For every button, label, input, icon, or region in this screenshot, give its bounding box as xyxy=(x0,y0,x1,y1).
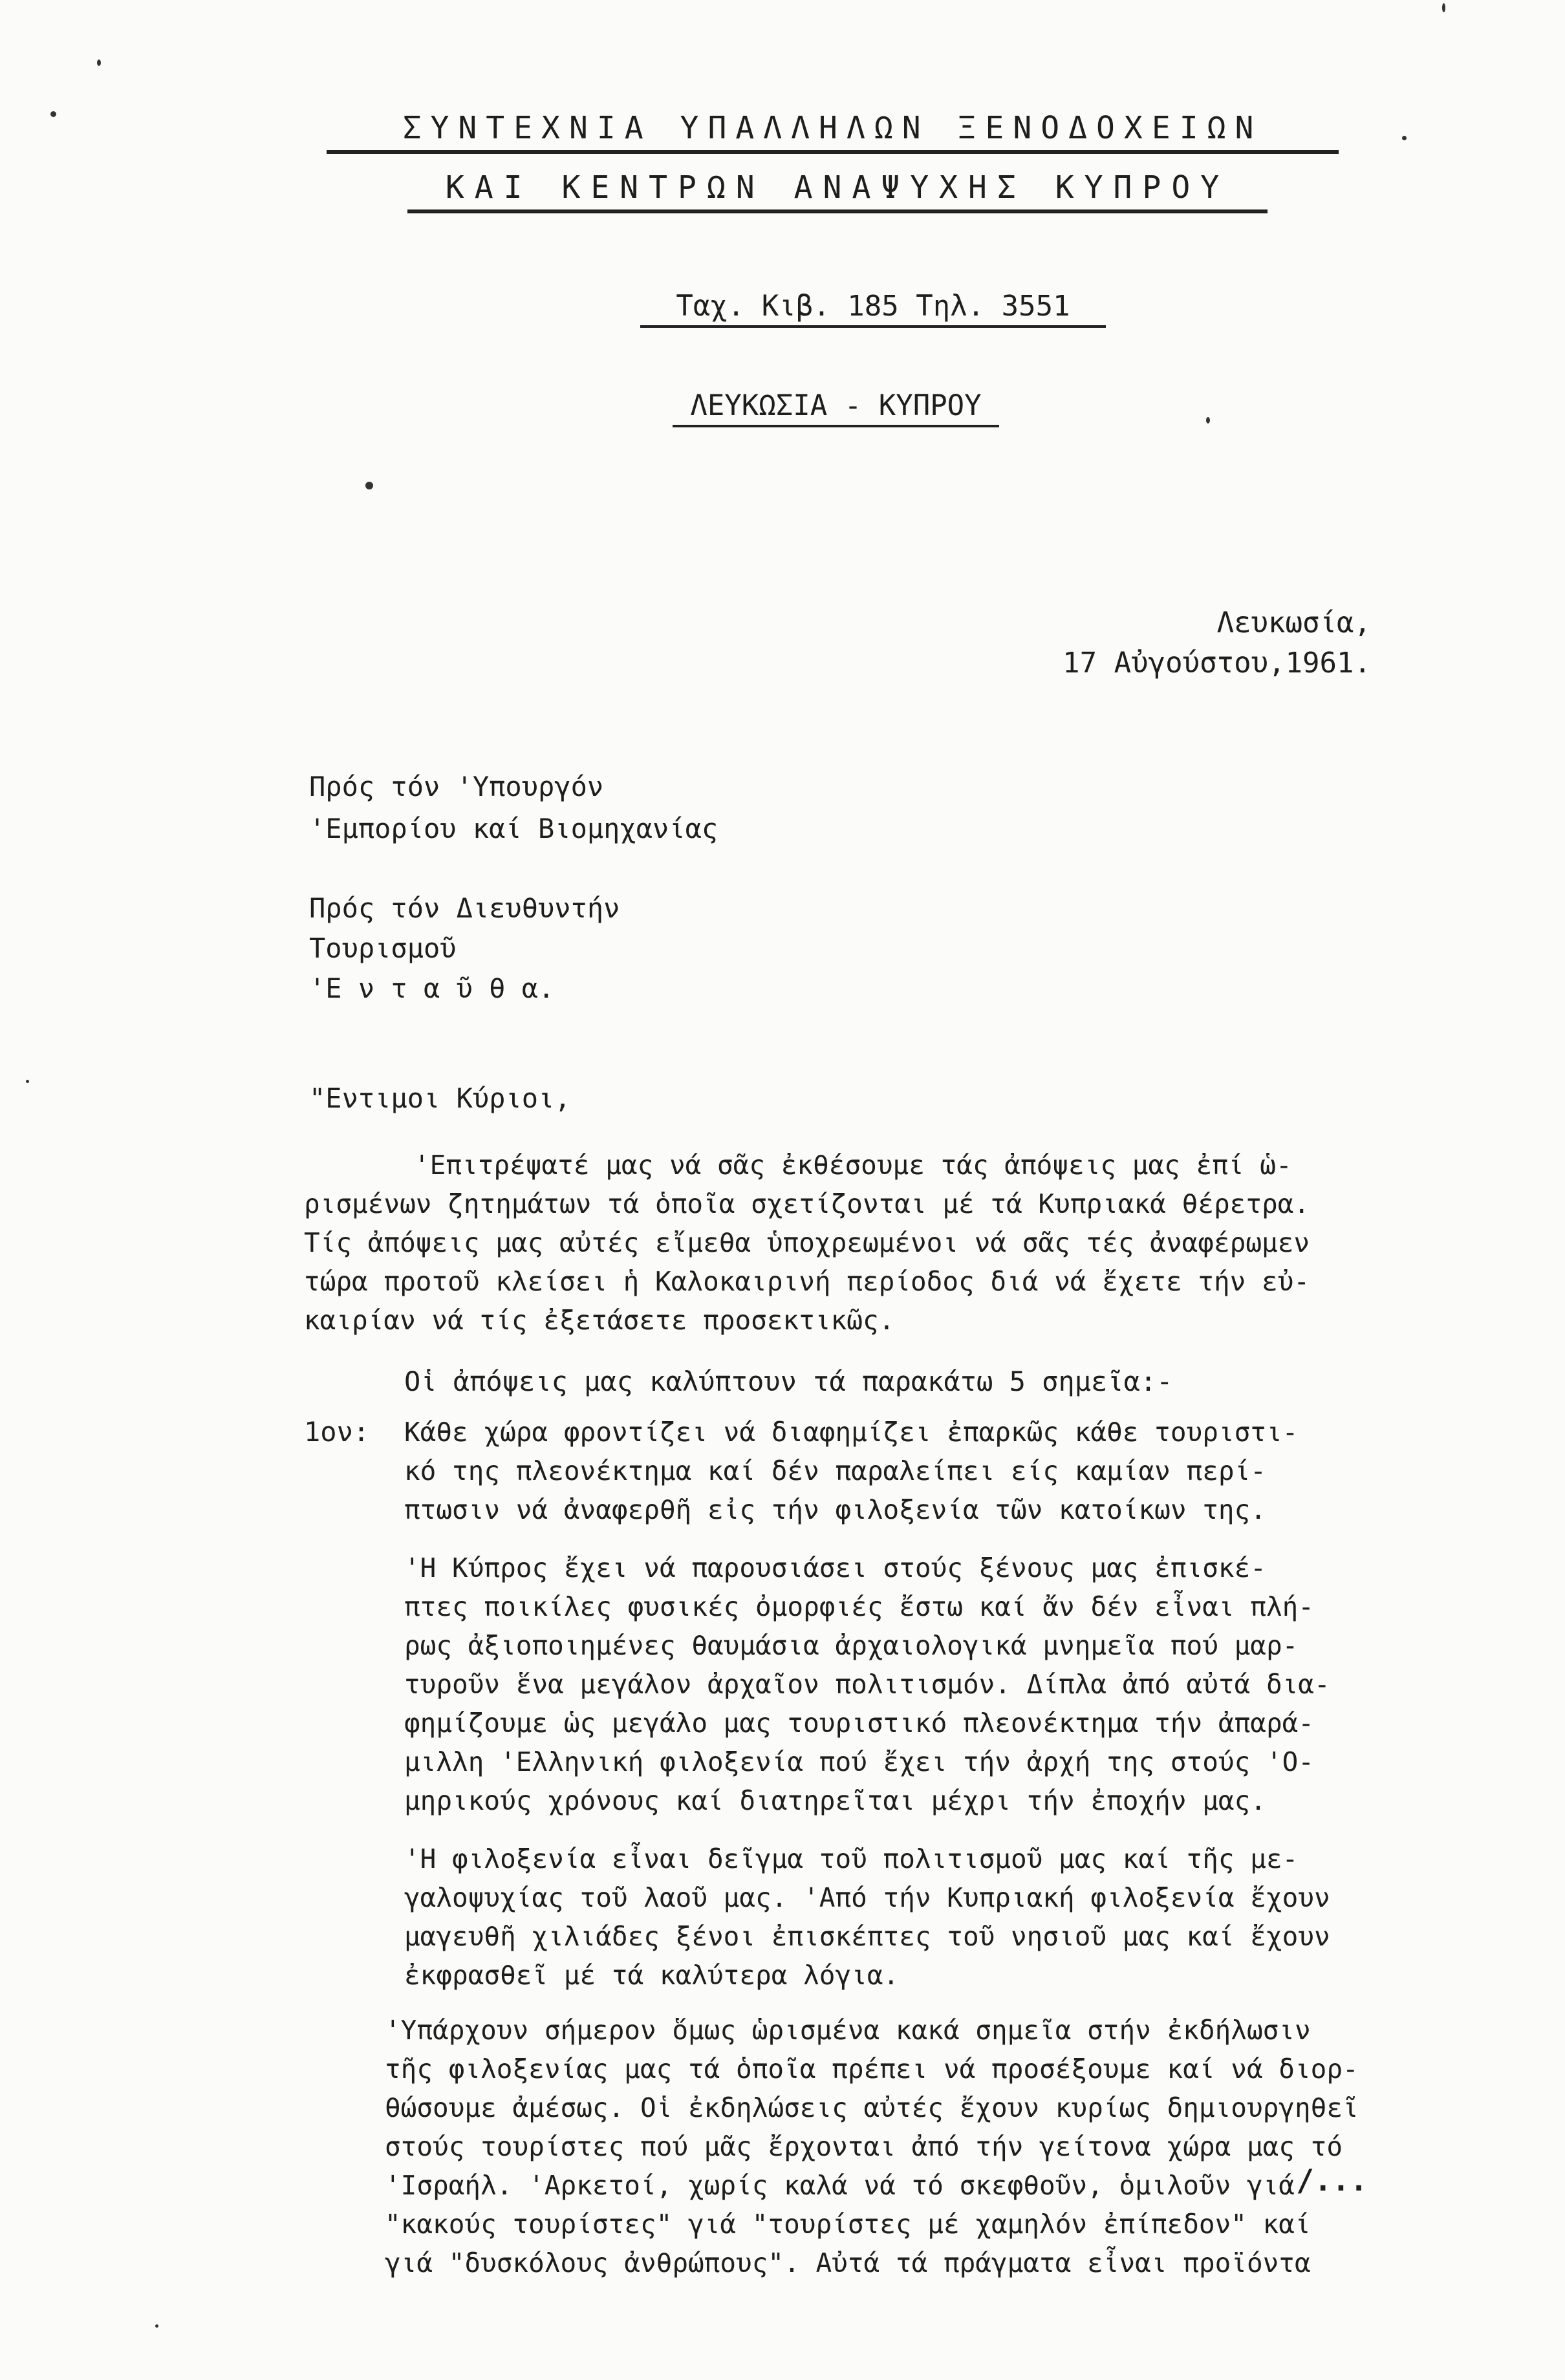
text-line: "κακούς τουρίστες" γιά "τουρίστες μέ χαμηλόν ἐπίπεδον" καί xyxy=(385,2209,1311,2240)
text-line: μιλλη 'Ελληνική φιλοξενία πού ἔχει τήν ἀρχή της στούς 'Ο- xyxy=(404,1746,1314,1777)
text-line: ρισμένων ζητημάτων τά ὁποῖα σχετίζονται μέ τά Κυπριακά θέρετρα. xyxy=(304,1188,1310,1219)
scan-speck xyxy=(1402,136,1407,140)
points-intro: Οἱ ἀπόψεις μας καλύπτουν τά παρακάτω 5 σημεῖα:- xyxy=(404,1366,1173,1397)
text-line: γιά "δυσκόλους ἀνθρώπους". Αὐτά τά πράγματα εἶναι προϊόντα xyxy=(385,2247,1311,2278)
point1-paragraph-4 xyxy=(385,2011,1419,2282)
text-line: 'Επιτρέψατέ μας νά σᾶς ἐκθέσουμε τάς ἀπόψεις μας ἐπί ὡ- xyxy=(414,1150,1292,1181)
text-line: 'Η Κύπρος ἔχει νά παρουσιάσει στούς ξένους μας ἐπισκέ- xyxy=(404,1552,1266,1583)
intro-paragraph xyxy=(304,1146,1377,1340)
letterhead-contact: Ταχ. Κιβ. 185 Τηλ. 3551 xyxy=(640,290,1106,328)
dateline-date: 17 Αὐγούστου,1961. xyxy=(1063,647,1371,680)
letterhead-city: ΛΕΥΚΩΣΙΑ - ΚΥΠΡΟΥ xyxy=(673,389,999,427)
text-line: γαλοψυχίας τοῦ λαοῦ μας. 'Από τήν Κυπριακή φιλοξενία ἔχουν xyxy=(404,1882,1330,1913)
text-line: κό της πλεονέκτημα καί δέν παραλείπει είς καμίαν περί- xyxy=(404,1455,1266,1486)
text-line: τῆς φιλοξενίας μας τά ὁποῖα πρέπει νά προσέξουμε καί νά διορ- xyxy=(385,2053,1359,2085)
point1-paragraph-1 xyxy=(404,1413,1374,1529)
text-line: Τίς ἀπόψεις μας αὐτές εἴμεθα ὑποχρεωμένοι νά σᾶς τές ἀναφέρωμεν xyxy=(304,1227,1310,1258)
scan-speck xyxy=(26,1080,29,1083)
text-line: τώρα προτοῦ κλείσει ἡ Καλοκαιρινή περίοδος διά νά ἔχετε τήν εὐ- xyxy=(304,1266,1310,1297)
recipient-line: Πρός τόν Διευθυντήν xyxy=(309,892,620,924)
text-line: καιρίαν νά τίς ἐξετάσετε προσεκτικῶς. xyxy=(304,1305,895,1336)
text-line: πτωσιν νά ἀναφερθῆ εἰς τήν φιλοξενία τῶν κατοίκων της. xyxy=(404,1494,1266,1525)
recipient-line: Πρός τόν 'Υπουργόν xyxy=(309,771,604,802)
point-number-label: 1ον: xyxy=(304,1416,370,1448)
recipient-line: Τουρισμοῦ xyxy=(309,932,457,964)
recipient-line: 'Εμπορίου καί Βιομηχανίας xyxy=(309,813,718,844)
continuation-mark: /... xyxy=(1296,2163,1368,2198)
text-line: στούς τουρίστες πού μᾶς ἔρχονται ἀπό τήν γείτονα χώρα μας τό xyxy=(385,2131,1343,2162)
scan-speck xyxy=(155,2324,158,2328)
text-line: τυροῦν ἕνα μεγάλον ἀρχαῖον πολιτισμόν. Δίπλα ἀπό αὐτά δια- xyxy=(404,1669,1330,1700)
scan-speck xyxy=(365,482,373,489)
text-line: πτες ποικίλες φυσικές ὀμορφιές ἔστω καί ἄν δέν εἶναι πλή- xyxy=(404,1591,1314,1622)
text-line: 'Ισραήλ. 'Αρκετοί, χωρίς καλά νά τό σκεφθοῦν, ὁμιλοῦν γιά xyxy=(385,2170,1295,2201)
scan-speck xyxy=(1442,3,1445,12)
text-line: ρως ἀξιοποιημένες θαυμάσια ἀρχαιολογικά μνημεῖα πού μαρ- xyxy=(404,1630,1299,1661)
text-line: μαγευθῆ χιλιάδες ξένοι ἐπισκέπτες τοῦ νησιοῦ μας καί ἔχουν xyxy=(404,1921,1330,1952)
text-line: φημίζουμε ὡς μεγάλο μας τουριστικό πλεονέκτημα τήν ἀπαρά- xyxy=(404,1708,1314,1739)
point1-paragraph-2 xyxy=(404,1549,1374,1820)
letterhead-org-line2: ΚΑΙ ΚΕΝΤΡΩΝ ΑΝΑΨΥΧΗΣ ΚΥΠΡΟΥ xyxy=(407,169,1268,213)
dateline-place: Λευκωσία, xyxy=(1216,606,1371,639)
letterhead-org-line1: ΣΥΝΤΕΧΝΙΑ ΥΠΑΛΛΗΛΩΝ ΞΕΝΟΔΟΧΕΙΩΝ xyxy=(327,110,1339,154)
text-line: Κάθε χώρα φροντίζει νά διαφημίζει ἐπαρκῶς κάθε τουριστι- xyxy=(404,1417,1299,1448)
text-line: μηρικούς χρόνους καί διατηρεῖται μέχρι τήν ἐποχήν μας. xyxy=(404,1785,1266,1816)
scan-speck xyxy=(1206,417,1210,423)
recipient-line: 'Ε ν τ α ῦ θ α. xyxy=(309,972,555,1004)
text-line: ἐκφρασθεῖ μέ τά καλύτερα λόγια. xyxy=(404,1960,900,1991)
scan-speck xyxy=(97,59,101,66)
salutation: "Εντιμοι Κύριοι, xyxy=(309,1082,571,1114)
scan-speck xyxy=(50,111,56,117)
text-line: 'Η φιλοξενία εἶναι δεῖγμα τοῦ πολιτισμοῦ μας καί τῆς με- xyxy=(404,1843,1299,1874)
text-line: θώσουμε ἀμέσως. Οἱ ἐκδηλώσεις αὐτές ἔχουν κυρίως δημιουργηθεῖ xyxy=(385,2092,1359,2123)
point1-paragraph-3 xyxy=(404,1839,1374,1995)
text-line: 'Υπάρχουν σήμερον ὅμως ὡρισμένα κακά σημεῖα στήν ἐκδήλωσιν xyxy=(385,2015,1311,2046)
